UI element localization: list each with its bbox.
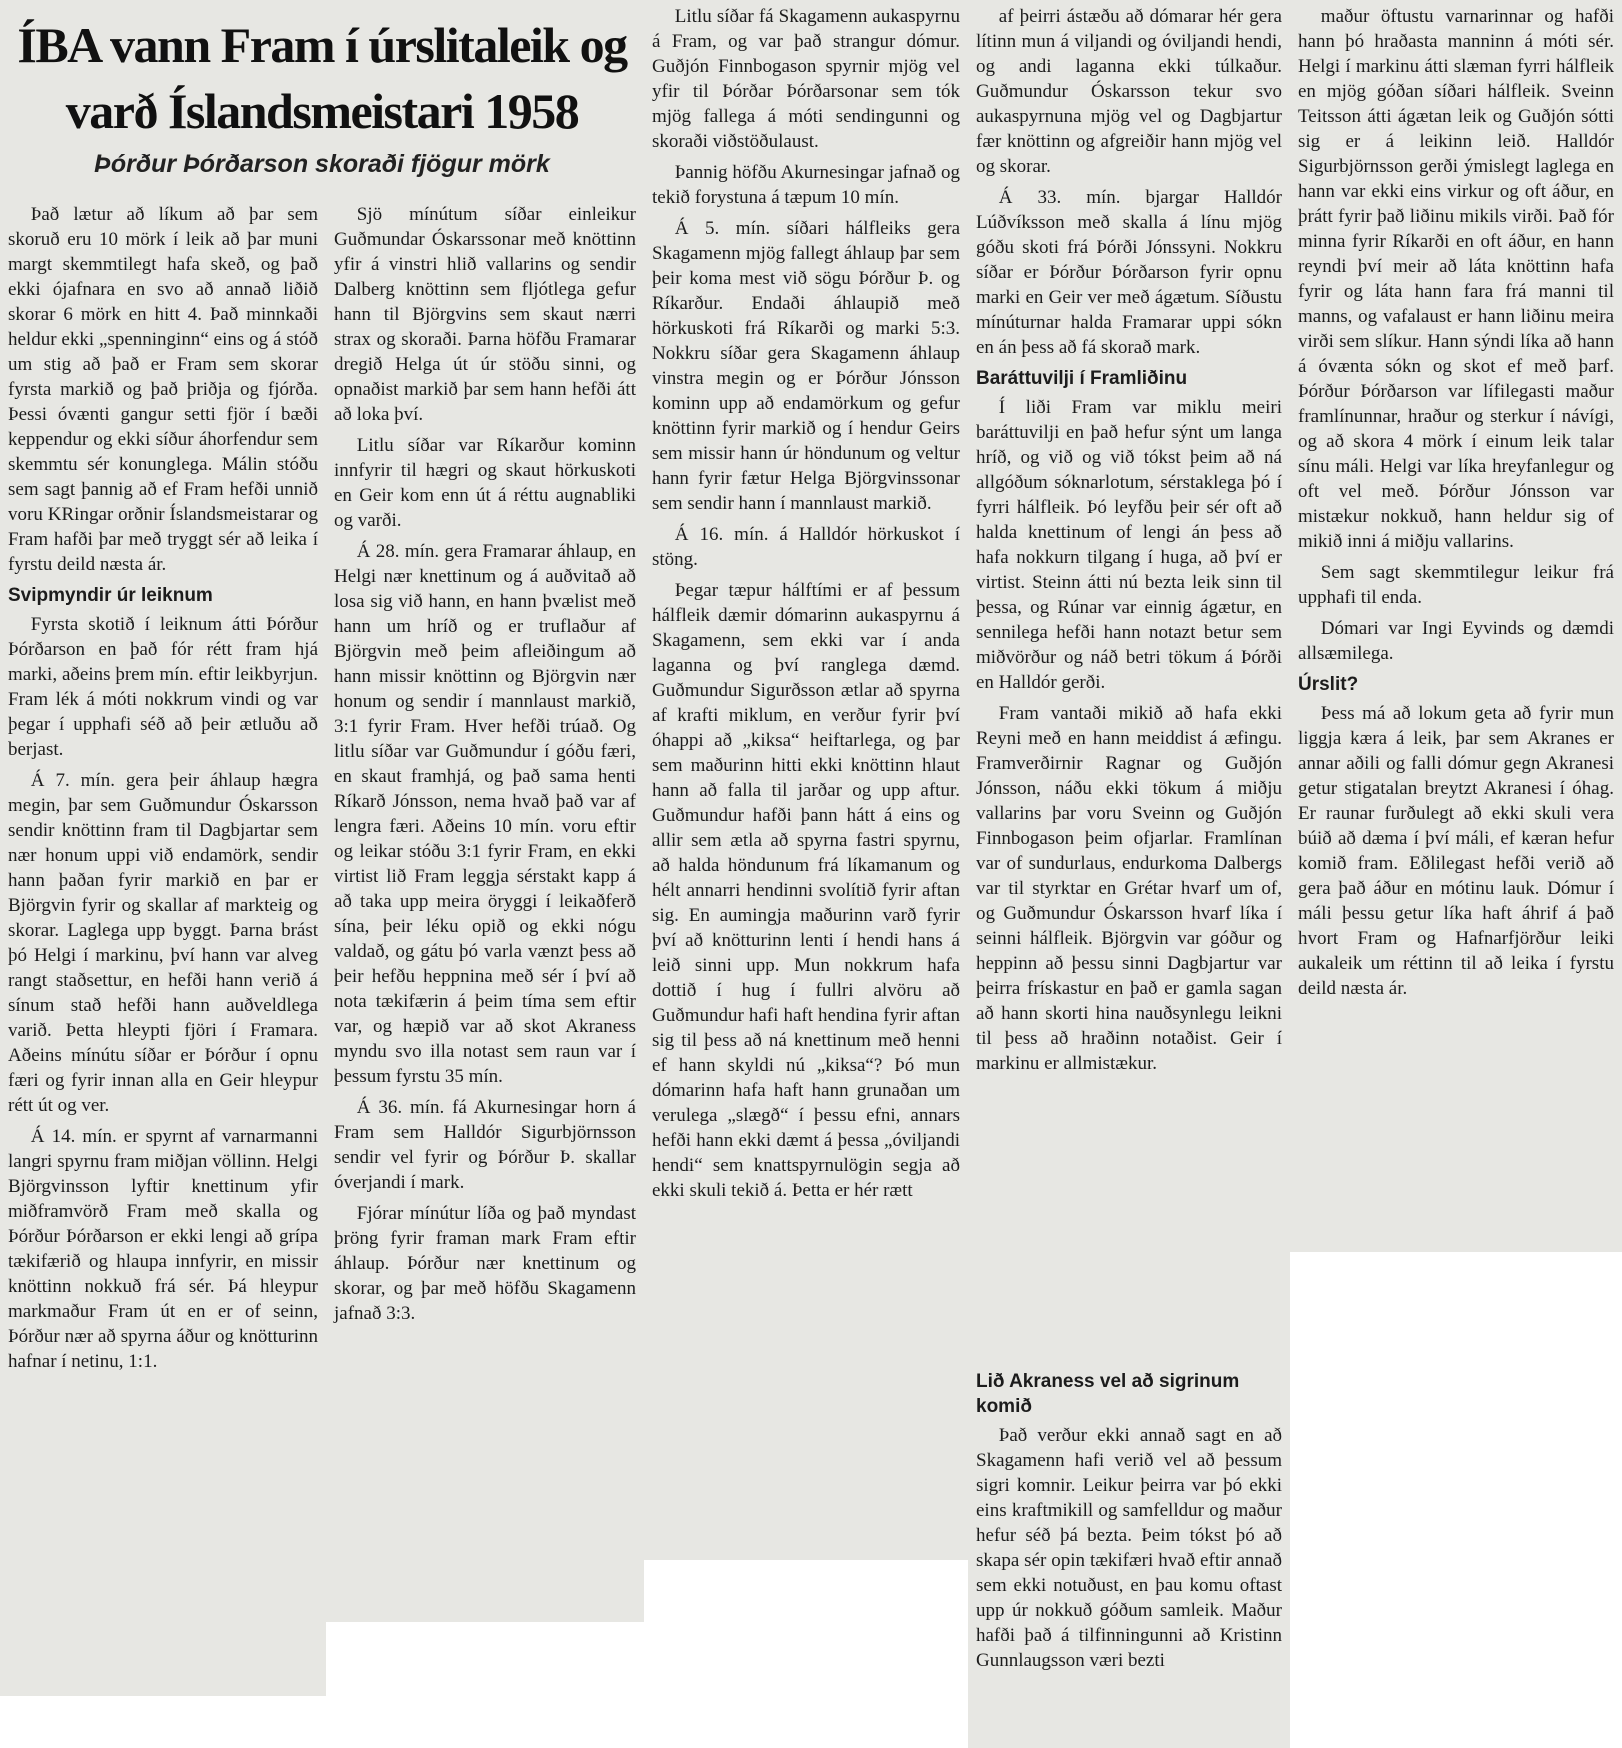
headline-title: ÍBA vann Fram í úrslitaleik og varð Íslandsmeistari 1958 — [17, 17, 627, 139]
paragraph: Á 5. mín. síðari hálfleiks gera Skagamenn mjög fallegt áhlaup þar sem þeir koma mest við sögu Þórður Þ. og Ríkarður. Endaði áhlaupið með hörkuskoti frá Ríkarði og marki 5:3. Nokkru síðar gera Skagamenn áhlaup vinstra megin og er Þórður Jónsson kominn upp að endamörkum og gefur knöttinn fyrir markið og í hendur Geirs sem missir hann úr höndunum og veltur hann fyrir fætur Helga Björgvinssonar sem sendir hann í mannlaust markið. — [652, 218, 960, 514]
paragraph: Á 36. mín. fá Akurnesingar horn á Fram sem Halldór Sigurbjörnsson sendir vel fyrir og Þórður Þ. skallar óverjandi í mark. — [334, 1097, 636, 1193]
article-column-5 — [1290, 0, 1622, 1252]
article-column-3 — [644, 0, 968, 1560]
paragraph: Í liði Fram var miklu meiri baráttuvilji en það hefur sýnt um langa hríð, og við og við tókst þeim að ná allgóðum sóknarlotum, sérstaklega þó í fyrri hálfleik. Þó leyfðu þeir sér oft að halda knettinum of lengi án þess að hafa nokkurn tilgang í huga, að því er virtist. Steinn átti nú bezta leik sinn til þessa, og Rúnar var einnig ágætur, en sennilega hefði hann notazt betur sem miðvörður og náð betri tökum á Þórði en Halldór gerði. — [976, 397, 1282, 693]
paragraph: Fjórar mínútur líða og það myndast þröng fyrir framan mark Fram eftir áhlaup. Þórður nær knettinum og skorar, og þar með höfðu Skagamenn jafnað 3:3. — [334, 1203, 636, 1324]
paragraph: Á 7. mín. gera þeir áhlaup hægra megin, þar sem Guðmundur Óskarsson sendir knöttinn fram til Dagbjartar sem nær honum uppi við endamörk, sendir hann þaðan fyrir markið en þar er Björgvin fyrir og skallar af markteig og skorar. Laglega upp byggt. Þarna brást þó Helgi í markinu, því hann var alveg rangt staðsettur, en hefði hann verið á sínum stað hefði hann auðveldlega varið. Þetta hleypti fjöri í Framara. Aðeins mínútu síðar er Þórður í opnu færi og fyrir innan alla en Geir hleypur rétt út og ver. — [8, 770, 318, 1116]
paragraph: Það lætur að líkum að þar sem skoruð eru 10 mörk í leik að þar muni margt skemmtilegt hafa skeð, og það ekki ójafnara en svo að annað liðið skorar 6 mörk en hitt 4. Það minnkaði heldur ekki „spenninginn“ eins og á stóð um stig að það er Fram sem skorar fyrsta markið og það þriðja og fjórða. Þessi óvænti gangur setti fjör í bæði keppendur og ekki síður áhorfendur sem skemmtu sér konunglega. Málin stóðu sem sagt þannig að ef Fram hefði unnið voru KRingar orðnir Íslandsmeistarar og Fram hafði þar með tryggt sér að leika í fyrstu deild næsta ár. — [8, 204, 318, 575]
paragraph: Fram vantaði mikið að hafa ekki Reyni með en hann meiddist á æfingu. Framverðirnir Ragnar og Guðjón Jónsson, náðu ekki tökum á miðju vallarins þar voru Sveinn og Guðjón Finnbogason þeim ofjarlar. Framlínan var of sundurlaus, endurkoma Dalbergs var til styrktar en Grétar hvarf um of, og Guðmundur Óskarsson hvarf líka í seinni hálfleik. Björgvin var góður og heppinn að þessu sinni Dagbjartur var þeirra frískastur en það er gamla sagan að hann skorti hina nauðsynlegu leikni til þess að hraðinn notaðist. Geir í markinu er allmistækur. — [976, 703, 1282, 1074]
paragraph: Litlu síðar var Ríkarður kominn innfyrir til hægri og skaut hörkuskoti en Geir kom enn út á réttu augnabliki og varði. — [334, 435, 636, 531]
headline-block — [0, 0, 644, 198]
paragraph: Fyrsta skotið í leiknum átti Þórður Þórðarson en það fór rétt fram hjá marki, aðeins þrem mín. eftir leikbyrjun. Fram lék á móti nokkrum vindi og var þegar í upphafi séð að þeir ætluðu að berjast. — [8, 614, 318, 760]
section-heading: Baráttuvilji í Framliðinu — [976, 368, 1188, 389]
paragraph: Þess má að lokum geta að fyrir mun liggja kæra á leik, þar sem Akranes er annar aðili og falli dómur gegn Akranesi getur stigatalan breytzt Akranesi í óhag. Er raunar furðulegt að ekki skuli vera búið að dæma í því máli, ef kæran hefur komið fram. Eðlilegast hefði verið að gera það áður en mótinu lauk. Dómur í máli þessu getur líka haft áhrif á það hvort Fram og Hafnarfjörður leiki aukaleik um réttinn til að leika í fyrstu deild næsta ár. — [1298, 703, 1614, 999]
paragraph: Dómari var Ingi Eyvinds og dæmdi allsæmilega. — [1298, 618, 1614, 664]
paragraph: Á 16. mín. á Halldór hörkuskot í stöng. — [652, 524, 960, 570]
article-column-4-continued — [968, 1362, 1290, 1748]
article-column-2 — [326, 198, 644, 1622]
headline-subtitle: Þórður Þórðarson skoraði fjögur mörk — [94, 150, 550, 178]
paragraph: Þegar tæpur hálftími er af þessum hálfleik dæmir dómarinn aukaspyrnu á Skagamenn, sem ekki var í anda laganna og því ranglega dæmd. Guðmundur Sigurðsson ætlar að spyrna af krafti miklum, en verður fyrir því óhappi að „kiksa“ heiftarlega, og þar sem maðurinn hitti ekki knöttinn hlaut hann að falla til jarðar og upp aftur. Guðmundur hafði þann hátt á eins og allir sem ætla að spyrna fastri spyrnu, að halda höndunum frá líkamanum og hélt annarri hendinni svolítið fyrir aftan sig. En aumingja maðurinn varð fyrir því að knötturinn lenti í hendi hans á leið sinni upp. Mun nokkrum hafa dottið í hug í fullri alvöru að Guðmundur hafi haft hendina fyrir aftan sig til þess að ná knettinum með henni ef hann skyldi nú „kiksa“? Þó mun dómarinn hafa haft hann grunaðan um verulega „slægð“ í þessu efni, annars hefði hann ekki dæmt á þessa „óviljandi hendi“ sem knattspyrnulögin segja að ekki skuli tekið á. Þetta er hér rætt — [652, 580, 960, 1201]
paragraph: Á 14. mín. er spyrnt af varnarmanni langri spyrnu fram miðjan völlinn. Helgi Björgvinsson lyftir knettinum yfir miðframvörð Fram með skalla og Þórður Þórðarson er ekki lengi að grípa tækifærið og hlaupa innfyrir, en missir knöttinn nokkuð frá sér. Þá hleypur markmaður Fram út en er of seinn, Þórður nær að spyrna áður og knötturinn hafnar í netinu, 1:1. — [8, 1126, 318, 1372]
article-column-1 — [0, 198, 326, 1696]
paragraph: Á 33. mín. bjargar Halldór Lúðvíksson með skalla á línu mjög góðu skoti frá Þórði Jónssyni. Nokkru síðar er Þórður Þórðarson fyrir opnu marki en Geir ver með ágætum. Síðustu mínúturnar halda Framarar uppi sókn en án þess að fá skorað mark. — [976, 187, 1282, 358]
article-column-4 — [968, 0, 1290, 1362]
paragraph: Litlu síðar fá Skagamenn aukaspyrnu á Fram, og var það strangur dómur. Guðjón Finnbogason spyrnir mjög vel yfir til Þórðar Þórðarsonar sem tók mjög fallega á móti sendingunni og skoraði viðstöðulaust. — [652, 6, 960, 152]
paragraph: Þannig höfðu Akurnesingar jafnað og tekið forystuna á tæpum 10 mín. — [652, 162, 960, 208]
section-heading: Svipmyndir úr leiknum — [8, 585, 213, 606]
paragraph: Sem sagt skemmtilegur leikur frá upphafi til enda. — [1298, 562, 1614, 608]
section-heading: Úrslit? — [1298, 674, 1359, 695]
paragraph: Það verður ekki annað sagt en að Skagamenn hafi verið vel að þessum sigri komnir. Leikur þeirra var þó ekki eins kraftmikill og samfelldur og maður hefur séð þá bezta. Þeim tókst þó að skapa sér opin tækifæri hvað eftir annað sem ekki notuðust, en þau komu oftast upp úr nokkuð góðum samleik. Maður hafði það á tilfinningunni að Kristinn Gunnlaugsson væri bezti — [976, 1425, 1282, 1671]
paragraph: maður öftustu varnarinnar og hafði hann þó hraðasta manninn á móti sér. Helgi í markinu átti slæman fyrri hálfleik en mjög góðan síðari hálfleik. Sveinn Teitsson átti ágætan leik og Guðjón sótti sig er á leikinn leið. Halldór Sigurbjörnsson gerði ýmislegt laglega en hann var ekki eins virkur og oft áður, en þrátt fyrir það liðinu mikils virði. Það fór minna fyrir Ríkarði en oft áður, en hann reyndi því meir að láta knöttinn hafa fyrir og láta hann fara frá manni til manns, og vafalaust er hann liðinu meira virði sem slíkur. Hann sýndi líka að hann á óvænta sókn og skot ef með þarf. Þórður Þórðarson var lífilegasti maður framlínunnar, hraður og sterkur í návígi, og að skora 4 mörk í einum leik talar sínu máli. Helgi var líka hreyfanlegur og oft vel með. Þórður Jónsson var mistækur nokkuð, hann heldur sig of mikið inni á miðju vallarins. — [1298, 6, 1614, 552]
paragraph: Á 28. mín. gera Framarar áhlaup, en Helgi nær knettinum og á auðvitað að losa sig við hann, en hann þvælist með hann um hríð og er truflaður af Björgvin með þeim afleiðingum að hann missir knöttinn og Björgvin nær honum og sendir í mannlaust markið, 3:1 fyrir Fram. Hver hefði trúað. Og litlu síðar var Guðmundur í góðu færi, en skaut framhjá, og það sama henti Ríkarð Jónsson, nema hvað það var af lengra færi. Aðeins 10 mín. voru eftir og leikar stóðu 3:1 fyrir Fram, en ekki virtist lið Fram leggja sérstakt kapp á að taka upp meira öryggi í leikaðferð sína, þeir léku opið og ekki nógu valdað, og gátu þó varla vænzt þess að þeir hefðu heppnina með sér í því að nota tækifærin á þeim tíma sem eftir var, og hæpið var að skot Akraness myndu svo illa notast sem raun var í þessum fyrstu 35 mín. — [334, 541, 636, 1087]
paragraph: af þeirri ástæðu að dómarar hér gera lítinn mun á viljandi og óviljandi hendi, og andi laganna ekki túlkaður. Guðmundur Óskarsson tekur svo aukaspyrnuna mjög vel og Dagbjartur fær knöttinn og afgreiðir hann mjög vel og skorar. — [976, 6, 1282, 177]
paragraph: Sjö mínútum síðar einleikur Guðmundar Óskarssonar með knöttinn yfir á vinstri hlið vallarins og sendir Dalberg knöttinn sem fljótlega gefur hann til Björgvins sem skaut nærri strax og skoraði. Þarna höfðu Framarar dregið Helga út úr stöðu sinni, og opnaðist markið þar sem hann hefði átt að loka því. — [334, 204, 636, 425]
section-heading: Lið Akraness vel að sigrinum komið — [976, 1371, 1240, 1417]
